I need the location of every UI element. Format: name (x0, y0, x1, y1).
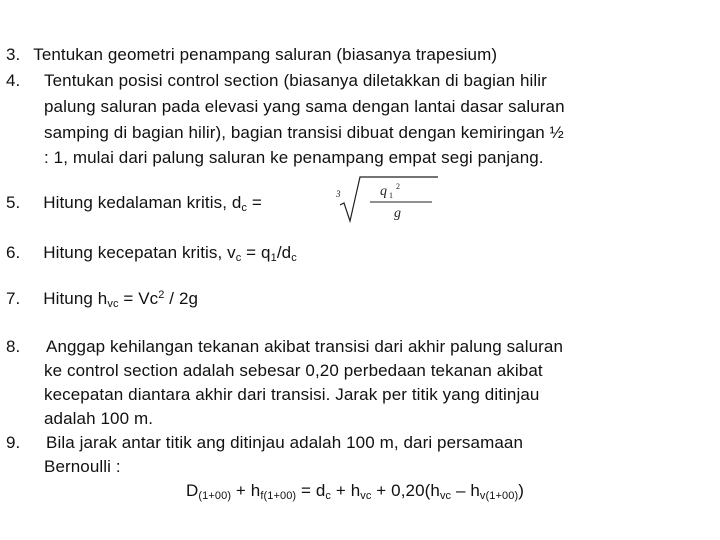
eq-term-2: + h (231, 481, 261, 500)
item-5-number: 5. (6, 193, 21, 212)
item-6-mid-2: /d (276, 243, 292, 262)
item-3-text: Tentukan geometri penampang saluran (biasanya trapesium) (33, 45, 498, 64)
bernoulli-equation (186, 480, 524, 502)
critical-depth-formula (332, 175, 442, 225)
eq-sub-6: v(1+00) (479, 490, 519, 502)
numerator-sup: 2 (396, 182, 400, 191)
item-8-line-4: adalah 100 m. (44, 409, 154, 428)
eq-term-7: ) (518, 481, 524, 500)
numerator-q: q (380, 184, 387, 199)
root-index: 3 (336, 189, 341, 199)
denominator-g: g (394, 206, 401, 221)
eq-sub-4: vc (360, 490, 372, 502)
item-7-mid: = Vc (118, 289, 159, 308)
item-8-line-1: Anggap kehilangan tekanan akibat transisi dari akhir palung saluran (46, 337, 564, 356)
item-8-line-2: ke control section adalah sebesar 0,20 perbedaan tekanan akibat (44, 361, 543, 380)
item-4-number: 4. (6, 71, 21, 90)
item-5-tail: = (247, 193, 262, 212)
item-3 (6, 44, 497, 66)
item-9-line-2: Bernoulli : (44, 457, 121, 476)
eq-sub-1: (1+00) (198, 490, 232, 502)
item-4-line-1: Tentukan posisi control section (biasanya diletakkan di bagian hilir (44, 71, 547, 90)
item-6-mid: = q (241, 243, 271, 262)
eq-sub-5: vc (439, 490, 452, 502)
item-8-line-3: kecepatan diantara akhir dari transisi. Jarak per titik yang ditinjau (44, 385, 540, 404)
item-9-number: 9. (6, 433, 21, 452)
item-7-sup: 2 (158, 289, 165, 301)
eq-term-6: – h (451, 481, 480, 500)
item-6-text: Hitung kecepatan kritis, v (43, 243, 236, 262)
item-6-sub-2: 1 (270, 252, 277, 264)
eq-term-1: D (186, 481, 199, 500)
eq-term-3: = d (296, 481, 326, 500)
item-6-sub-1: c (235, 252, 242, 264)
item-5-text: Hitung kedalaman kritis, d (43, 193, 242, 212)
item-6-sub-3: c (291, 252, 297, 264)
item-4-line-4: : 1, mulai dari palung saluran ke penampang empat segi panjang. (44, 148, 544, 167)
item-8-number: 8. (6, 337, 21, 356)
item-7-text: Hitung h (43, 289, 108, 308)
item-5-sub: c (241, 202, 248, 214)
numerator-sub: 1 (389, 191, 393, 200)
eq-sub-3: c (325, 490, 332, 502)
item-3-number: 3. (6, 45, 21, 64)
item-6-number: 6. (6, 243, 21, 262)
eq-sub-2: f(1+00) (260, 490, 297, 502)
item-7 (6, 288, 198, 310)
item-4-line-3: samping di bagian hilir), bagian transisi dibuat dengan kemiringan ½ (44, 123, 564, 142)
item-7-number: 7. (6, 289, 21, 308)
item-9-line-1: Bila jarak antar titik ang ditinjau adalah 100 m, dari persamaan (46, 433, 524, 452)
item-7-tail: / 2g (164, 289, 199, 308)
eq-term-5: + 0,20(h (371, 481, 440, 500)
item-4-line-2: palung saluran pada elevasi yang sama dengan lantai dasar saluran (44, 97, 565, 116)
item-6 (6, 242, 297, 264)
item-7-sub: vc (107, 298, 119, 310)
eq-term-4: + h (331, 481, 361, 500)
item-5 (6, 192, 262, 214)
